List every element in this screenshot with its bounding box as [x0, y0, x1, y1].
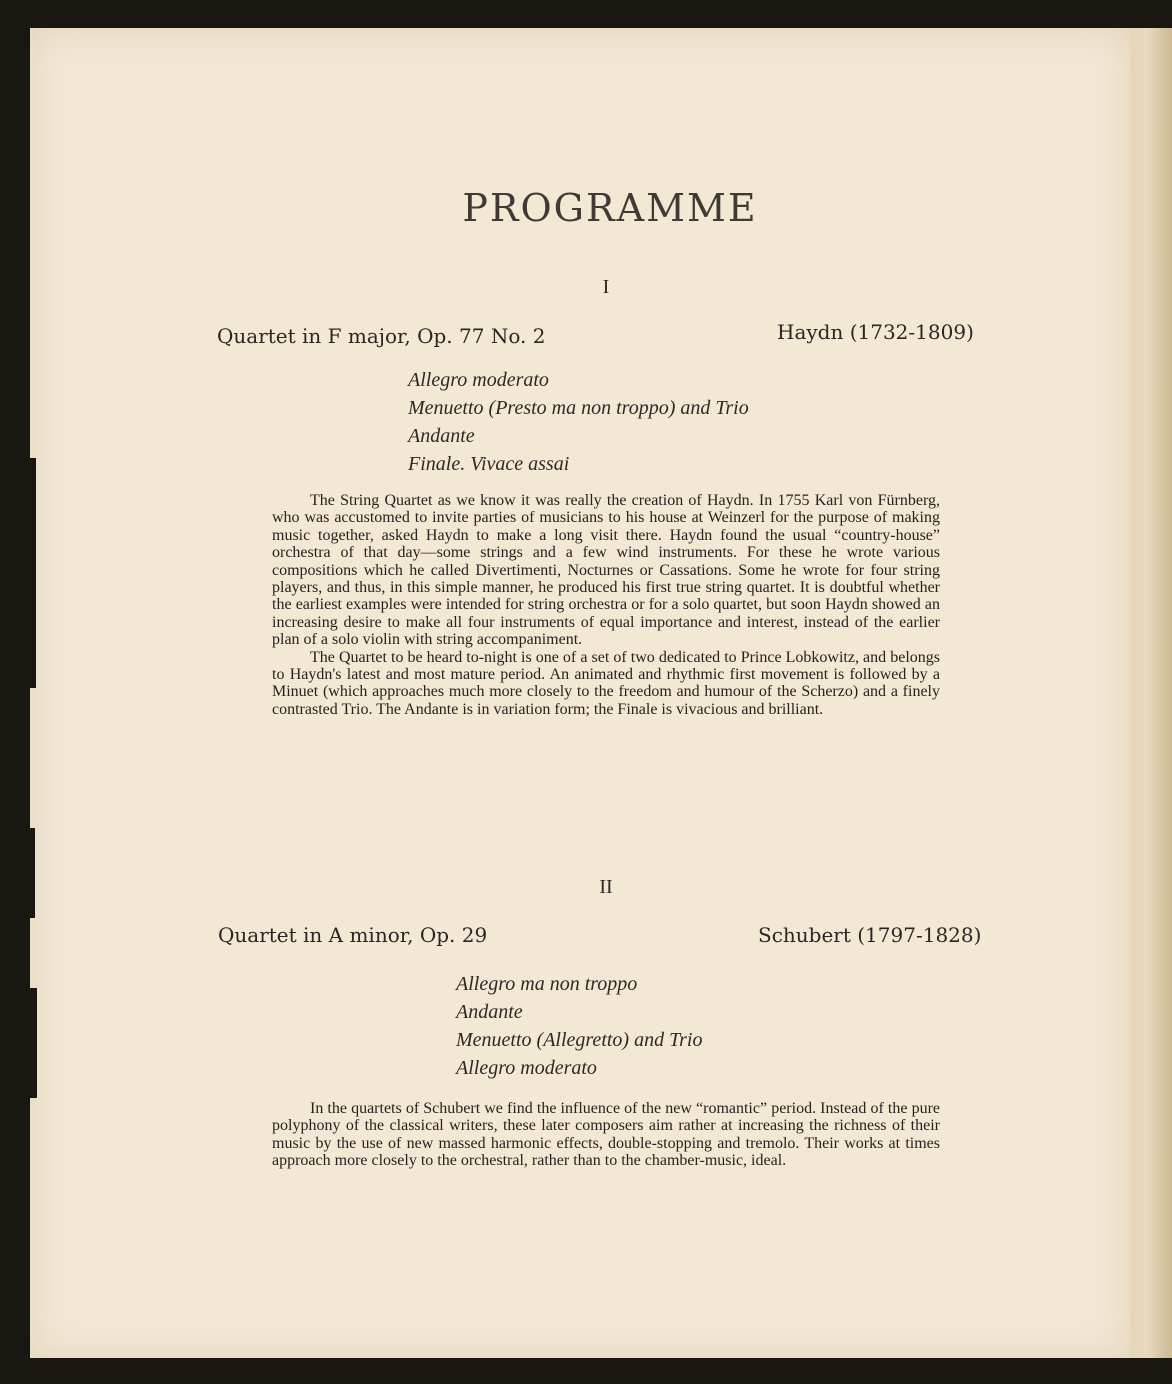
torn-edge [30, 458, 36, 688]
movement-list [408, 366, 749, 478]
movement-item: Andante [456, 1001, 523, 1023]
torn-edge [30, 988, 37, 1098]
movement-item: Menuetto (Presto ma non troppo) and Trio [408, 397, 749, 419]
section-numeral: I [602, 276, 610, 298]
section-numeral: II [599, 876, 613, 898]
notes-paragraph: The Quartet to be heard to-night is one of a set of two dedicated to Prince Lobkowitz, and belongs to Haydn's latest and most mature period. An animated and rhythmic first movement is followed by a Minuet (which approaches much more closely to the freedom and humour of the Scherzo) and a finely contrasted Trio. The Andante is in variation form; the Finale is vivacious and brilliant. [272, 648, 940, 718]
composer-name: Haydn (1732-1809) [777, 320, 974, 344]
programme-notes [272, 1100, 940, 1170]
piece-title: Quartet in A minor, Op. 29 [218, 923, 488, 947]
movement-item: Finale. Vivace assai [408, 453, 570, 475]
movement-item: Allegro ma non troppo [456, 973, 638, 995]
programme-notes [272, 492, 940, 718]
movement-item: Allegro moderato [456, 1057, 597, 1079]
torn-edge [30, 828, 35, 918]
composer-name: Schubert (1797-1828) [758, 923, 982, 947]
notes-paragraph: The String Quartet as we know it was really the creation of Haydn. In 1755 Karl von Fürnberg, who was accustomed to invite parties of musicians to his house at Weinzerl for the purpose of making music together, asked Haydn to make a long visit there. Haydn found the usual “country-house” orchestra of that day—some strings and a few wind instruments. For these he wrote various compositions which he called Divertimenti, Nocturnes or Cassations. Some he wrote for four string players, and thus, in this simple manner, he produced his first true string quartet. It is doubtful whether the earliest examples were intended for string orchestra or for a solo quartet, but soon Haydn showed an increasing desire to make all four instruments of equal importance and interest, instead of the earlier plan of a solo violin with string accompaniment. [272, 492, 940, 649]
piece-title: Quartet in F major, Op. 77 No. 2 [217, 324, 546, 348]
movement-list [456, 970, 702, 1082]
notes-paragraph: In the quartets of Schubert we find the influence of the new “romantic” period. Instead of the pure polyphony of the classical writers, these later composers aim rather at increasing the richness of their music by the use of new massed harmonic effects, double-stopping and tremolo. Their works at times approach more closely to the orchestral, rather than to the chamber-music, ideal. [272, 1100, 940, 1170]
movement-item: Andante [408, 425, 475, 447]
page-title: PROGRAMME [462, 186, 758, 230]
movement-item: Menuetto (Allegretto) and Trio [456, 1029, 703, 1051]
movement-item: Allegro moderato [408, 369, 549, 391]
